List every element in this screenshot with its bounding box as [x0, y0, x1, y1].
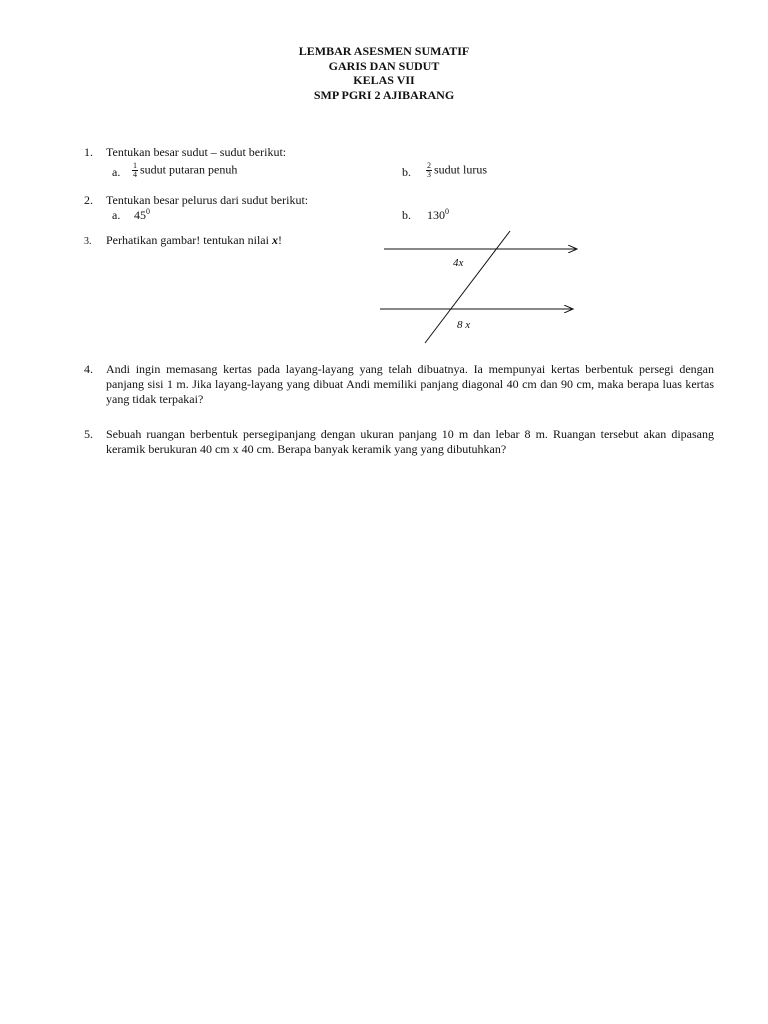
header-title: LEMBAR ASESMEN SUMATIF [298, 44, 470, 58]
angle-label-bottom: 8 x [457, 319, 471, 331]
q1-a-text: sudut putaran penuh [140, 162, 238, 177]
q2-b-label: b. [402, 208, 411, 222]
q1-b-text: sudut lurus [434, 162, 488, 177]
q4-number: 4. [84, 362, 93, 376]
q2-b-value: $130^0$ [427, 207, 449, 222]
q1-text: Tentukan besar sudut – sudut berikut: [106, 145, 287, 159]
angle-label-top: 4x [453, 257, 464, 269]
q2-a-value: $45^0$ [134, 207, 150, 222]
q5-number: 5. [84, 427, 93, 441]
q2-a-label: a. [112, 208, 121, 222]
q1-b-label: b. [402, 165, 411, 179]
q1-number: 1. [84, 145, 93, 159]
q3-text: Perhatikan gambar! tentukan nilai x! [106, 233, 282, 247]
q2-number: 2. [84, 193, 93, 207]
q3-number: 3. [84, 236, 92, 247]
q1-b-fraction: $\frac{2}{3}$ [427, 161, 431, 179]
q1-a-fraction: $\frac{1}{4}$ [133, 161, 137, 179]
header-topic: GARIS DAN SUDUT [328, 58, 440, 73]
q5-text: Sebuah ruangan berbentuk persegipanjang dengan ukuran panjang 10 m dan lebar 8 m. Ruangan tersebut akan dipasang keramik berukuran 40 cm x 40 cm. Berapa banyak keramik yang yang dibutuhkan? [106, 427, 714, 456]
q2-text: Tentukan besar pelurus dari sudut berikut: [106, 193, 309, 207]
q4-text: Andi ingin memasang kertas pada layang-layang yang telah dibuatnya. Ia mempunyai kertas berbentuk persegi dengan panjang sisi 1 m. Jika layang-layang yang dibuat Andi memiliki panjang diagonal 40 cm dan 90 cm, maka berapa luas kertas yang tidak terpakai? [106, 362, 714, 406]
header-school: SMP PGRI 2 AJIBARANG [313, 87, 455, 102]
q1-a-label: a. [112, 165, 121, 179]
header-class: KELAS VII [353, 73, 415, 87]
